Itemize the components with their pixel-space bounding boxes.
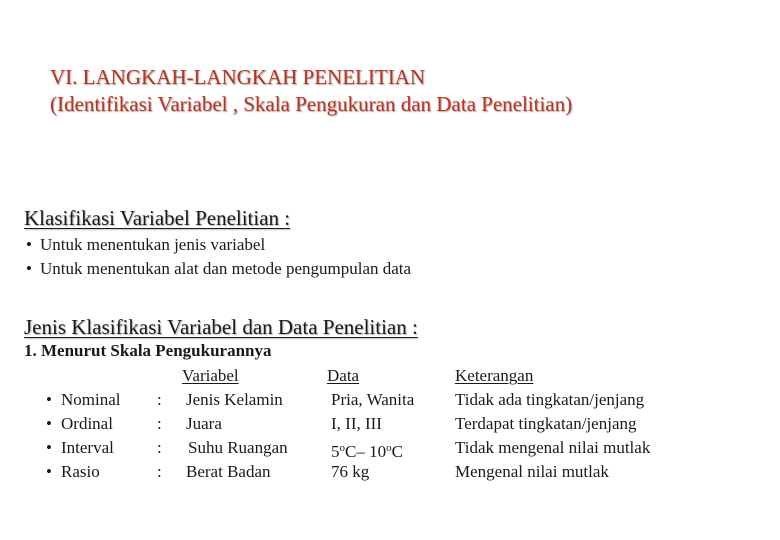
bullet-icon: •	[46, 438, 52, 457]
degree-sup: o	[386, 442, 392, 454]
table-cell-keterangan: Tidak mengenal nilai mutlak	[455, 438, 651, 457]
column-header-data: Data	[327, 366, 360, 385]
table-cell-data: Pria, Wanita	[331, 390, 415, 409]
data-part: C– 10	[345, 442, 387, 461]
bullet-text: Untuk menentukan alat dan metode pengumpulan data	[40, 259, 412, 278]
slide-title	[50, 64, 572, 118]
table-cell-sep: :	[157, 462, 162, 481]
bullet-icon: •	[26, 235, 32, 254]
bullet-icon: •	[46, 414, 52, 433]
heading-klasifikasi: Klasifikasi Variabel Penelitian :	[24, 206, 291, 230]
list-item	[26, 257, 411, 281]
title-line-2	[50, 91, 572, 118]
table-cell-variabel: Berat Badan	[186, 462, 271, 481]
scale-table	[0, 364, 780, 494]
table-cell-sep: :	[157, 390, 162, 409]
subtitle-open-paren: (	[50, 92, 57, 116]
list-item	[26, 233, 411, 257]
data-part: C	[391, 442, 403, 461]
table-cell-data: I, II, III	[331, 414, 382, 433]
column-header-variabel: Variabel	[182, 366, 239, 385]
subheading-skala: 1. Menurut Skala Pengukurannya	[24, 341, 272, 360]
title-line-1: VI. LANGKAH-LANGKAH PENELITIAN	[50, 65, 426, 89]
data-part: 5	[331, 442, 340, 461]
table-cell-skala: Ordinal	[61, 414, 113, 433]
table-cell-sep: :	[157, 414, 162, 433]
table-cell-keterangan: Terdapat tingkatan/jenjang	[455, 414, 637, 433]
table-cell-skala: Rasio	[61, 462, 100, 481]
bullet-icon: •	[46, 390, 52, 409]
bullet-icon: •	[46, 462, 52, 481]
bullet-text: Untuk menentukan jenis variabel	[40, 235, 266, 254]
degree-sup: o	[339, 442, 345, 454]
subtitle-close-paren: )	[565, 92, 573, 116]
table-cell-keterangan: Tidak ada tingkatan/jenjang	[455, 390, 645, 409]
column-header-keterangan: Keterangan	[455, 366, 534, 385]
table-cell-keterangan: Mengenal nilai mutlak	[455, 462, 609, 481]
subtitle-text: Identifikasi Variabel , Skala Pengukuran dan Data Penelitian	[57, 92, 566, 116]
bullet-list	[26, 233, 411, 281]
bullet-icon: •	[26, 259, 32, 278]
table-cell-skala: Interval	[61, 438, 114, 457]
table-cell-variabel: Juara	[186, 414, 222, 433]
table-cell-data: 76 kg	[331, 462, 370, 481]
table-cell-sep: :	[157, 438, 162, 457]
table-cell-skala: Nominal	[61, 390, 121, 409]
table-cell-variabel: Suhu Ruangan	[188, 438, 288, 457]
table-cell-variabel: Jenis Kelamin	[186, 390, 283, 409]
heading-jenis-klasifikasi: Jenis Klasifikasi Variabel dan Data Penelitian :	[24, 315, 418, 339]
